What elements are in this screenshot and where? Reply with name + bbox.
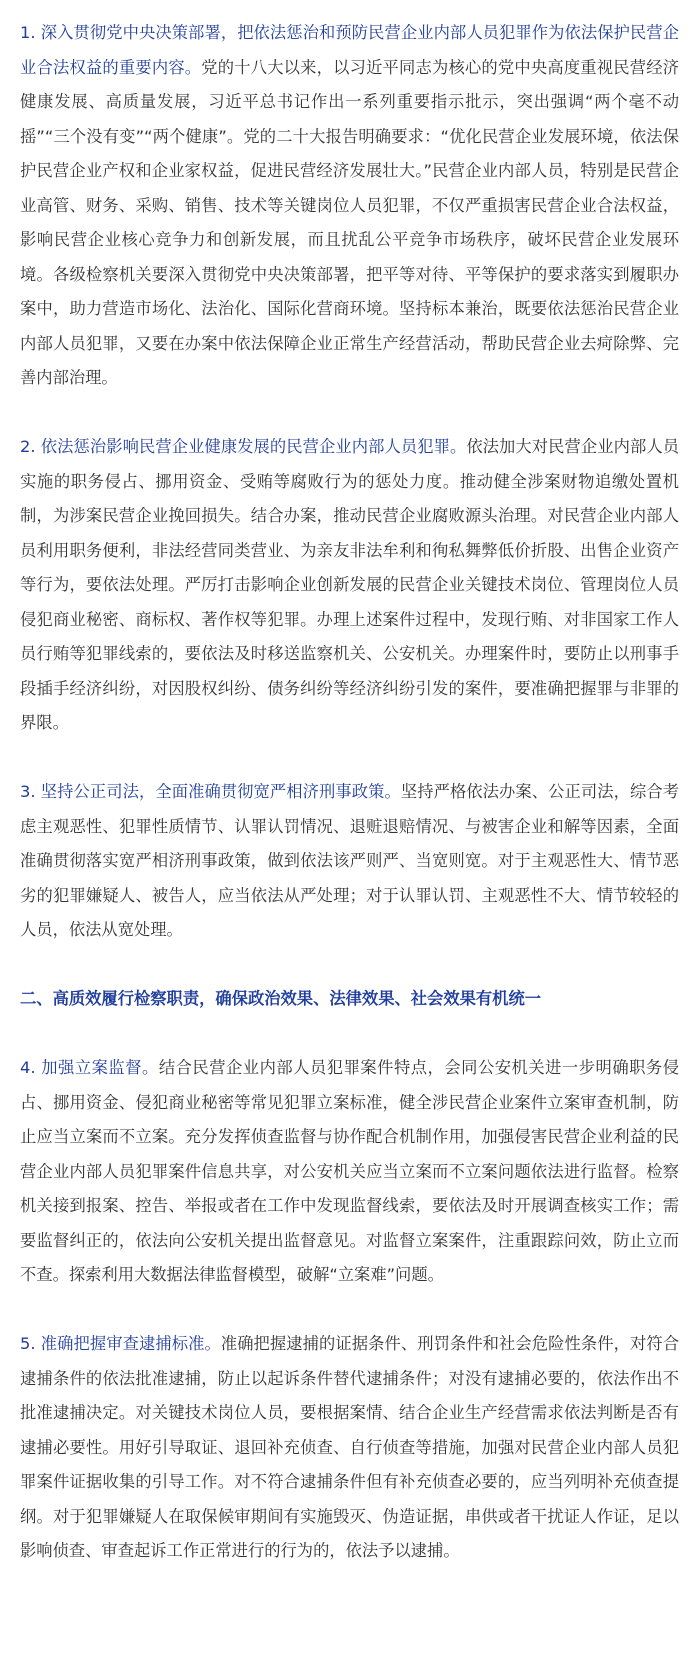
- paragraph-3-lead: 3. 坚持公正司法，全面准确贯彻宽严相济刑事政策。: [20, 782, 401, 801]
- paragraph-3-body: 坚持严格依法办案、公正司法，综合考虑主观恶性、犯罪性质情节、认罪认罚情况、退赃退赔情况、与被害企业和解等因素，全面准确贯彻落实宽严相济刑事政策，做到依法该严则严、当宽则宽。对于主观恶性大、情节恶劣的犯罪嫌疑人、被告人，应当依法从严处理；对于认罪认罚、主观恶性不大、情节较轻的人员，依法从宽处理。: [20, 782, 679, 939]
- paragraph-5-lead: 5. 准确把握审查逮捕标准。: [20, 1334, 221, 1353]
- paragraph-2-body: 依法加大对民营企业内部人员实施的职务侵占、挪用资金、受贿等腐败行为的惩处力度。推动健全涉案财物追缴处置机制，为涉案民营企业挽回损失。结合办案，推动民营企业腐败源头治理。对民营企业内部人员利用职务便利，非法经营同类营业、为亲友非法牟利和徇私舞弊低价折股、出售企业资产等行为，要依法处理。严厉打击影响企业创新发展的民营企业关键技术岗位、管理岗位人员侵犯商业秘密、商标权、著作权等犯罪。办理上述案件过程中，发现行贿、对非国家工作人员行贿等犯罪线索的，要依法及时移送监察机关、公安机关。办理案件时，要防止以刑事手段插手经济纠纷，对因股权纠纷、债务纠纷等经济纠纷引发的案件，要准确把握罪与非罪的界限。: [20, 437, 679, 732]
- paragraph-3: [20, 775, 679, 948]
- paragraph-4-body: 结合民营企业内部人员犯罪案件特点，会同公安机关进一步明确职务侵占、挪用资金、侵犯商业秘密等常见犯罪立案标准，健全涉民营企业案件立案审查机制，防止应当立案而不立案。充分发挥侦查监督与协作配合机制作用，加强侵害民营企业利益的民营企业内部人员犯罪案件信息共享，对公安机关应当立案而不立案问题依法进行监督。检察机关接到报案、控告、举报或者在工作中发现监督线索，要依法及时开展调查核实工作；需要监督纠正的，依法向公安机关提出监督意见。对监督立案案件，注重跟踪问效，防止立而不查。探索利用大数据法律监督模型，破解“立案难”问题。: [20, 1058, 679, 1284]
- paragraph-1-body: 党的十八大以来，以习近平同志为核心的党中央高度重视民营经济健康发展、高质量发展，习近平总书记作出一系列重要指示批示，突出强调“两个毫不动摇”“三个没有变”“两个健康”。党的二十大报告明确要求：“优化民营企业发展环境，依法保护民营企业产权和企业家权益，促进民营经济发展壮大。”民营企业内部人员，特别是民营企业高管、财务、采购、销售、技术等关键岗位人员犯罪，不仅严重损害民营企业合法权益，影响民营企业核心竞争力和创新发展，而且扰乱公平竞争市场秩序，破坏民营企业发展环境。各级检察机关要深入贯彻党中央决策部署，把平等对待、平等保护的要求落实到履职办案中，助力营造市场化、法治化、国际化营商环境。坚持标本兼治，既要依法惩治民营企业内部人员犯罪，又要在办案中依法保障企业正常生产经营活动，帮助民营企业去疴除弊、完善内部治理。: [20, 57, 679, 387]
- paragraph-2: [20, 430, 679, 741]
- paragraph-4: [20, 1051, 679, 1293]
- paragraph-1: [20, 16, 679, 396]
- paragraph-2-lead: 2. 依法惩治影响民营企业健康发展的民营企业内部人员犯罪。: [20, 437, 467, 456]
- section-heading: 二、高质效履行检察职责，确保政治效果、法律效果、社会效果有机统一: [20, 989, 542, 1008]
- paragraph-4-lead: 4. 加强立案监督。: [20, 1058, 159, 1077]
- paragraph-5-body: 准确把握逮捕的证据条件、刑罚条件和社会危险性条件，对符合逮捕条件的依法批准逮捕，防止以起诉条件替代逮捕条件；对没有逮捕必要的，依法作出不批准逮捕决定。对关键技术岗位人员，要根据案情、结合企业生产经营需求依法判断是否有逮捕必要性。用好引导取证、退回补充侦查、自行侦查等措施，加强对民营企业内部人员犯罪案件证据收集的引导工作。对不符合逮捕条件但有补充侦查必要的，应当列明补充侦查提纲。对于犯罪嫌疑人在取保候审期间有实施毁灭、伪造证据，串供或者干扰证人作证，足以影响侦查、审查起诉工作正常进行的行为的，依法予以逮捕。: [20, 1334, 679, 1560]
- paragraph-5: [20, 1327, 679, 1569]
- paragraph-1-lead: 1. 深入贯彻党中央决策部署，把依法惩治和预防民营企业内部人员犯罪作为依法保护民营企业合法权益的重要内容。: [20, 23, 679, 77]
